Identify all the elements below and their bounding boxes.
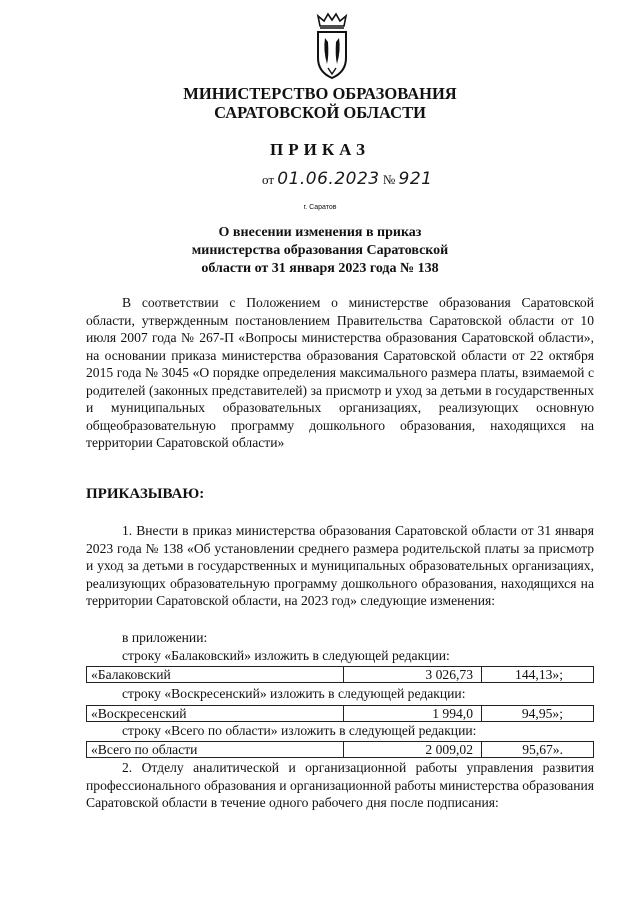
title-line-2: министерства образования Саратовской: [191, 243, 449, 258]
order-heading: ПРИКАЗЫВАЮ:: [86, 486, 205, 502]
table-row: [86, 705, 594, 722]
title-line-3: области от 31 января 2023 года № 138: [201, 261, 439, 276]
row-value-2: 144,13»;: [482, 667, 594, 683]
item-1-paragraph: 1. Внести в приказ министерства образования Саратовской области от 31 января 2023 года № 138 «Об установлении среднего размера родительской платы за присмотр и уход за детьми в государственных и муниципальных образовательных организациях, реализующих образовательную программу дошкольного образования, находящихся на территории Саратовской области, на 2023 год» следующие изменения:: [86, 523, 594, 608]
coat-of-arms-emblem: [312, 12, 352, 82]
handwritten-date: 01.06.2023: [277, 169, 380, 189]
ministry-line-1: МИНИСТЕРСТВО ОБРАЗОВАНИЯ: [183, 84, 457, 103]
row-value-1: 2 009,02: [344, 742, 482, 758]
number-prefix: №: [382, 172, 396, 187]
ministry-name: [0, 84, 640, 122]
title-line-1: О внесении изменения в приказ: [218, 225, 422, 240]
row-value-1: 1 994,0: [344, 706, 482, 722]
city-label: г. Саратов: [303, 204, 337, 211]
ministry-line-2: САРАТОВСКОЙ ОБЛАСТИ: [214, 103, 426, 122]
row-name: «Балаковский: [87, 667, 344, 683]
table-row: [86, 666, 594, 683]
row-intro-3: строку «Всего по области» изложить в следующей редакции:: [122, 723, 477, 738]
document-type: ПРИКАЗ: [270, 140, 370, 159]
preamble-paragraph: В соответствии с Положением о министерстве образования Саратовской области, утвержденным постановлением Правительства Саратовской области от 10 июля 2007 года № 267-П «Вопросы министерства образования Саратовской области», на основании приказа министерства образования Саратовской области от 22 октября 2015 года № 3045 «О порядке определения максимального размера платы, взимаемой с родителей (законных представителей) за присмотр и уход за детьми в государственных и муниципальных образовательных организациях, реализующих основную общеобразовательную программу дошкольного образования, находящихся на территории Саратовской области»: [86, 295, 594, 450]
row-value-2: 94,95»;: [482, 706, 594, 722]
row-intro-2: строку «Воскресенский» изложить в следующей редакции:: [122, 686, 466, 701]
row-value-2: 95,67».: [482, 742, 594, 758]
row-name: «Воскресенский: [87, 706, 344, 722]
handwritten-number: 921: [398, 169, 433, 189]
document-title: [0, 224, 640, 278]
date-number-line: [262, 169, 432, 189]
date-prefix: от: [262, 172, 275, 187]
row-name: «Всего по области: [87, 742, 344, 758]
row-intro-1: строку «Балаковский» изложить в следующей редакции:: [122, 648, 450, 663]
row-value-1: 3 026,73: [344, 667, 482, 683]
annex-line: в приложении:: [122, 630, 208, 645]
table-row: [86, 741, 594, 758]
item-2-paragraph: 2. Отделу аналитической и организационной работы управления развития профессионального образования и организационной работы министерства образования Саратовской области в течение одного рабочего дня после подписания:: [86, 760, 594, 810]
